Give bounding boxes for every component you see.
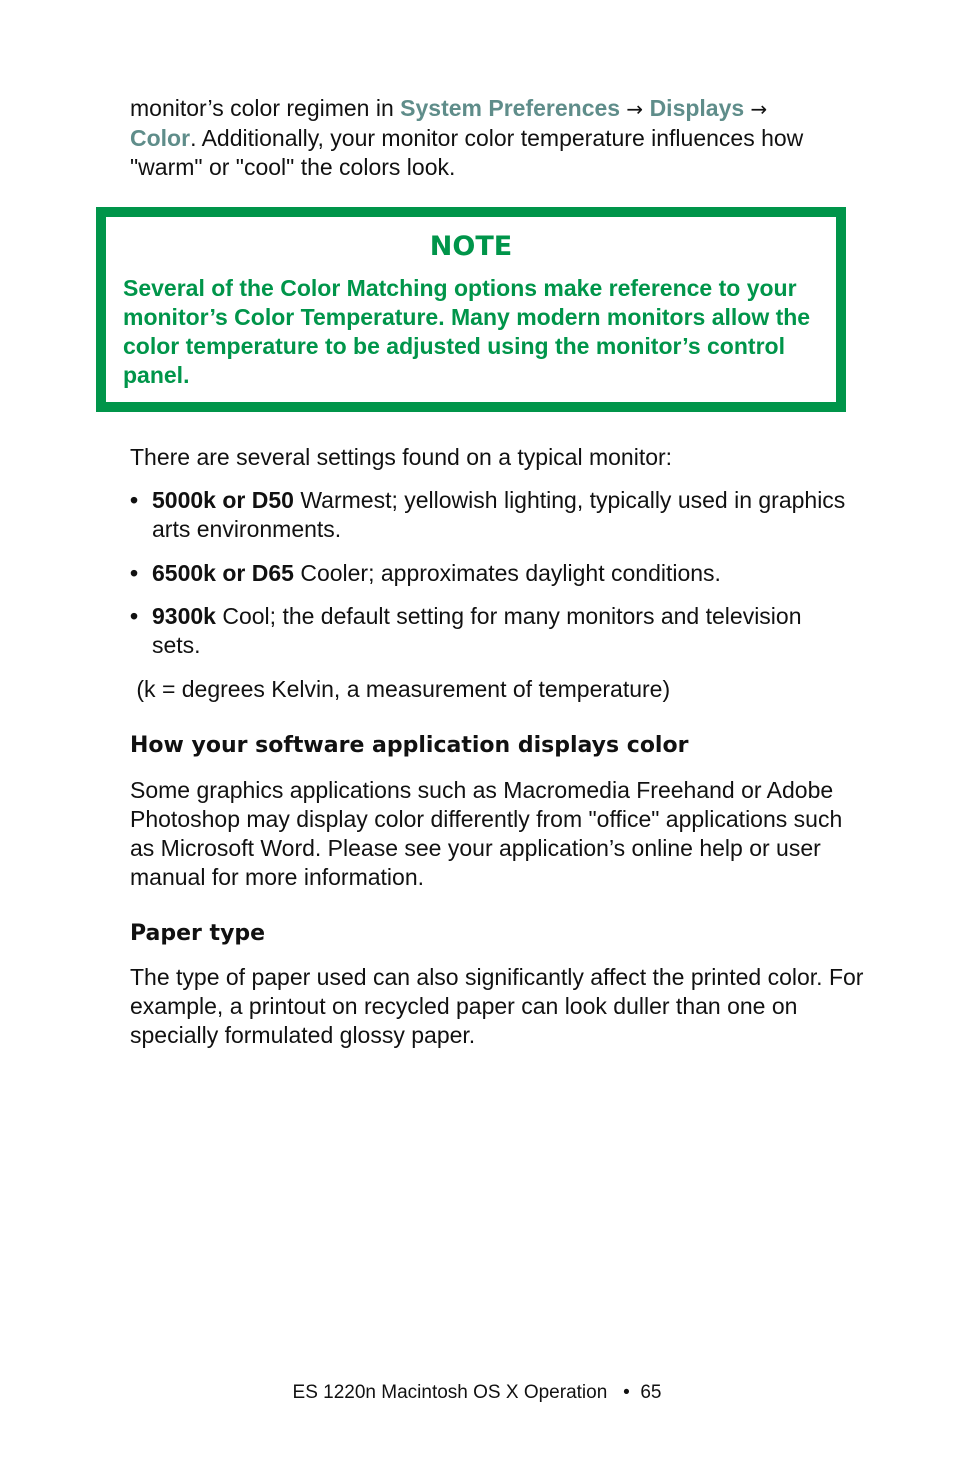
list-item-text: [152, 602, 852, 660]
arrow-icon: →: [744, 97, 768, 121]
list-item-term: 9300k: [152, 603, 216, 629]
intro-paragraph: [130, 94, 860, 182]
section-body-paper-type: The type of paper used can also significantly affect the printed color. For example, a printout on recycled paper can look duller than one on specially formulated glossy paper.: [130, 964, 864, 1048]
menu-path-system-preferences: System Preferences: [400, 95, 621, 121]
section-heading-paper-type: Paper type: [130, 921, 266, 946]
page-footer: [0, 1382, 954, 1404]
list-item-desc: Cool; the default setting for many monitors and television sets.: [152, 603, 802, 658]
bullet-icon: •: [130, 487, 139, 513]
list-item-desc: Warmest; yellowish lighting, typically used in graphics arts environments.: [152, 487, 846, 542]
section-body-software-display: Some graphics applications such as Macromedia Freehand or Adobe Photoshop may display color differently from "office" applications such as Microsoft Word. Please see your application’s online help or user manual for more information.: [130, 777, 843, 890]
kelvin-note: (k = degrees Kelvin, a measurement of temperature): [130, 676, 671, 702]
bullet-icon: •: [130, 560, 139, 586]
list-item-term: 6500k or D65: [152, 560, 294, 586]
list-item-desc: Cooler; approximates daylight conditions.: [293, 560, 721, 586]
footer-separator: •: [623, 1382, 630, 1403]
intro-suffix: . Additionally, your monitor color temperature influences how "warm" or "cool" the colors look.: [130, 125, 804, 180]
menu-path-displays: Displays: [649, 95, 745, 121]
arrow-icon: →: [620, 97, 650, 121]
page-number: 65: [640, 1382, 662, 1403]
list-item-text: [152, 486, 852, 544]
list-item-text: [152, 559, 852, 588]
list-item-term: 5000k or D50: [152, 487, 294, 513]
note-body: Several of the Color Matching options make reference to your monitor’s Color Temperature. Many modern monitors allow the color temperature to be adjusted using the monitor’s control panel.: [123, 275, 811, 388]
note-title: NOTE: [429, 231, 513, 262]
menu-path-color: Color: [130, 125, 191, 151]
intro-prefix: monitor’s color regimen in: [130, 95, 401, 121]
note-box: [96, 207, 846, 412]
section-heading-software-display: How your software application displays color: [130, 733, 689, 758]
bullet-icon: •: [130, 603, 139, 629]
footer-title: ES 1220n Macintosh OS X Operation: [292, 1382, 608, 1403]
settings-intro: There are several settings found on a typical monitor:: [130, 444, 673, 470]
